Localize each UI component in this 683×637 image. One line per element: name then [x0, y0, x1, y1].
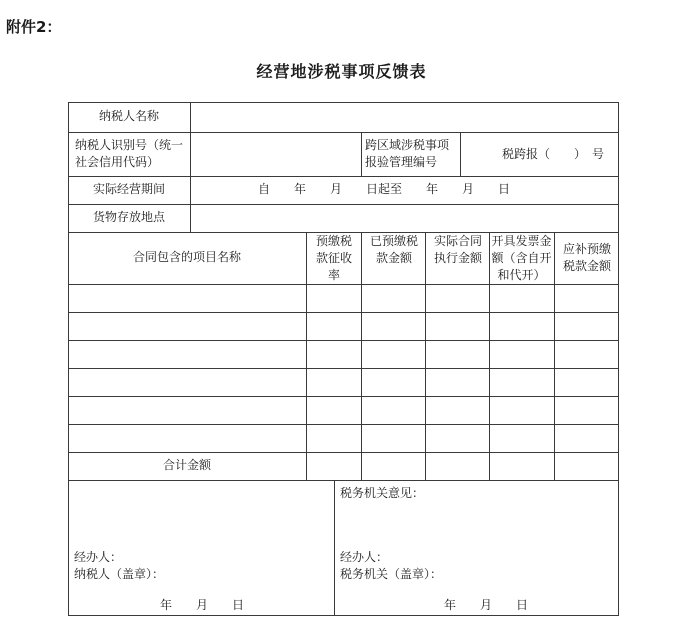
- header-supplement-amount: 应补预缴税款金额: [562, 242, 611, 273]
- period-value: 自 年 月 日起至 年 月 日: [258, 182, 511, 196]
- taxpayer-handler-label: 经办人：: [74, 550, 123, 564]
- header-prepay-rate: 预缴税款征收率: [315, 234, 352, 282]
- tax-authority-date-label: 年 月 日: [444, 598, 529, 612]
- footer-divider: [334, 480, 335, 615]
- cross-region-label: 跨区域涉税事项报验管理编号: [365, 138, 450, 169]
- cross-region-number: 税跨报（ ） 号: [502, 147, 605, 161]
- header-prepaid-amount: 已预缴税款金额: [370, 234, 419, 265]
- period-label: 实际经营期间: [92, 182, 165, 196]
- col-line: [361, 132, 362, 176]
- col-line: [425, 232, 426, 480]
- col-line: [306, 232, 307, 480]
- row-line: [68, 340, 619, 341]
- tax-authority-handler-label: 经办人：: [340, 550, 389, 564]
- border-left: [68, 102, 69, 616]
- storage-location-label: 货物存放地点: [92, 210, 165, 224]
- taxpayer-name-label: 纳税人名称: [98, 109, 159, 123]
- row-line: [68, 284, 619, 285]
- row-line: [68, 204, 619, 205]
- header-contract-amount: 实际合同执行金额: [434, 234, 483, 265]
- row-line: [68, 396, 619, 397]
- row-line: [68, 480, 619, 481]
- col-line: [460, 132, 461, 176]
- row-line: [68, 176, 619, 177]
- row-line: [68, 452, 619, 453]
- taxpayer-id-label: 纳税人识别号（统一社会信用代码）: [75, 138, 184, 169]
- total-amount-label: 合计金额: [162, 458, 211, 472]
- col-line: [361, 232, 362, 480]
- header-project-name: 合同包含的项目名称: [132, 250, 241, 264]
- col-line: [554, 232, 555, 480]
- taxpayer-seal-label: 纳税人（盖章）：: [74, 567, 165, 581]
- tax-authority-opinion-label: 税务机关意见：: [340, 486, 425, 500]
- border-right: [618, 102, 619, 616]
- tax-authority-seal-label: 税务机关（盖章）：: [340, 567, 443, 581]
- header-invoice-amount: 开具发票金额（含自开和代开）: [491, 234, 552, 282]
- row-line: [68, 424, 619, 425]
- annex-label: 附件2：: [6, 18, 62, 36]
- feedback-form-table: [68, 102, 618, 616]
- row-line: [68, 312, 619, 313]
- col-line: [190, 102, 191, 232]
- border-bottom: [68, 615, 619, 616]
- row-line: [68, 368, 619, 369]
- row-line: [68, 132, 619, 133]
- form-title: 经营地涉税事项反馈表: [256, 62, 427, 81]
- border-top: [68, 102, 619, 103]
- taxpayer-date-label: 年 月 日: [160, 598, 245, 612]
